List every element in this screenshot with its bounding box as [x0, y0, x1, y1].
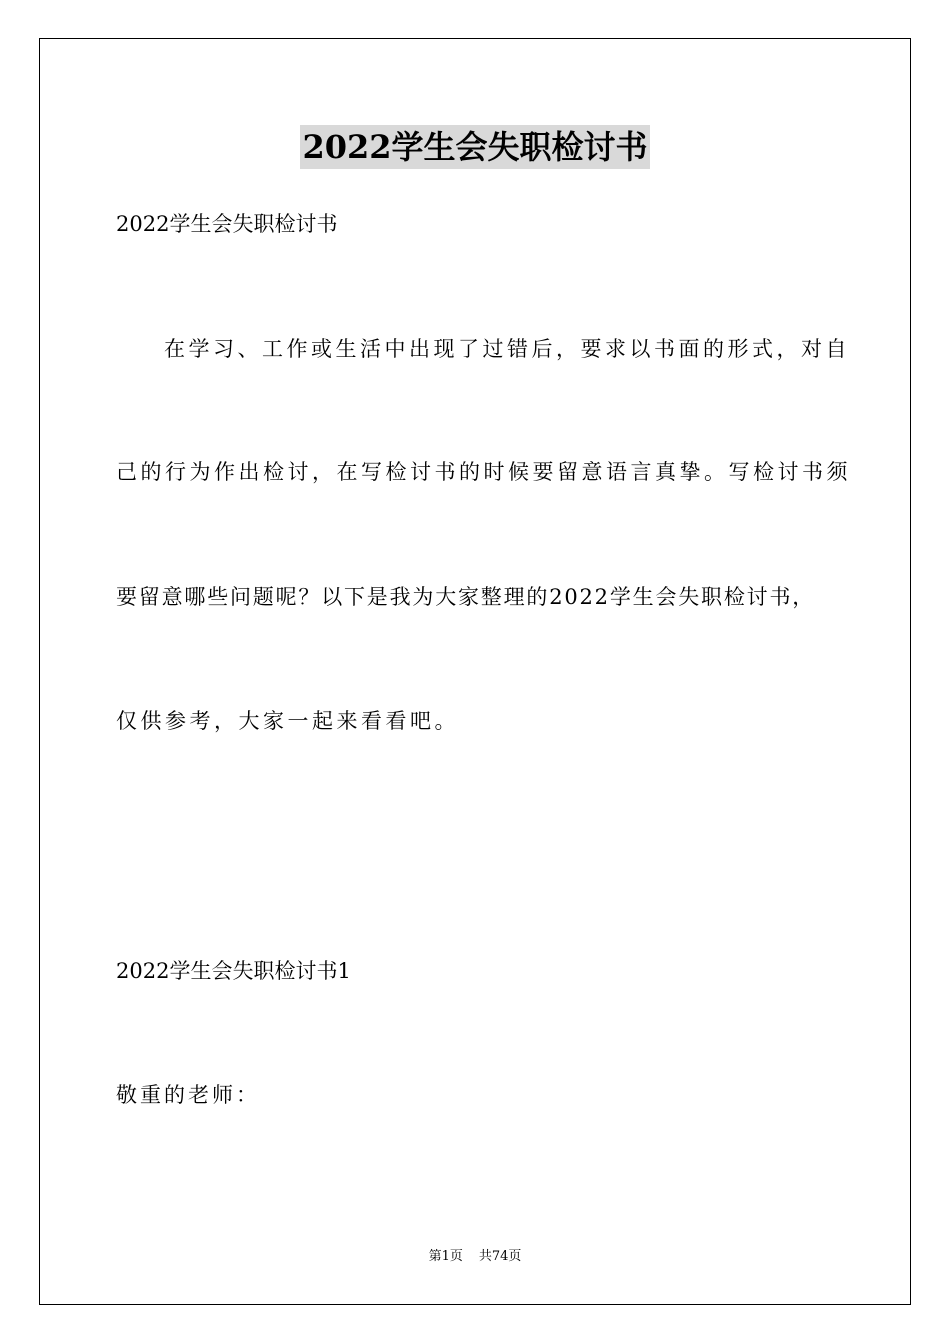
- intro-line-1: 在学习、工作或生活中出现了过错后，要求以书面的形式，对自: [164, 337, 850, 361]
- intro-line-2: 己的行为作出检讨，在写检讨书的时候要留意语言真挚。写检讨书须: [116, 460, 851, 484]
- document-title: 2022学生会失职检讨书: [300, 125, 649, 169]
- page-total: 共74页: [478, 1249, 522, 1264]
- page-number: 第1页: [428, 1249, 463, 1264]
- subtitle-line: 2022学生会失职检讨书: [116, 212, 338, 236]
- page-footer: [0, 1248, 950, 1266]
- intro-line-4: 仅供参考，大家一起来看看吧。: [116, 709, 459, 733]
- salutation: 敬重的老师：: [116, 1083, 260, 1107]
- title-container: [0, 125, 950, 169]
- intro-line-3: 要留意哪些问题呢？以下是我为大家整理的2022学生会失职检讨书，: [116, 585, 816, 609]
- section-heading: 2022学生会失职检讨书1: [116, 959, 351, 983]
